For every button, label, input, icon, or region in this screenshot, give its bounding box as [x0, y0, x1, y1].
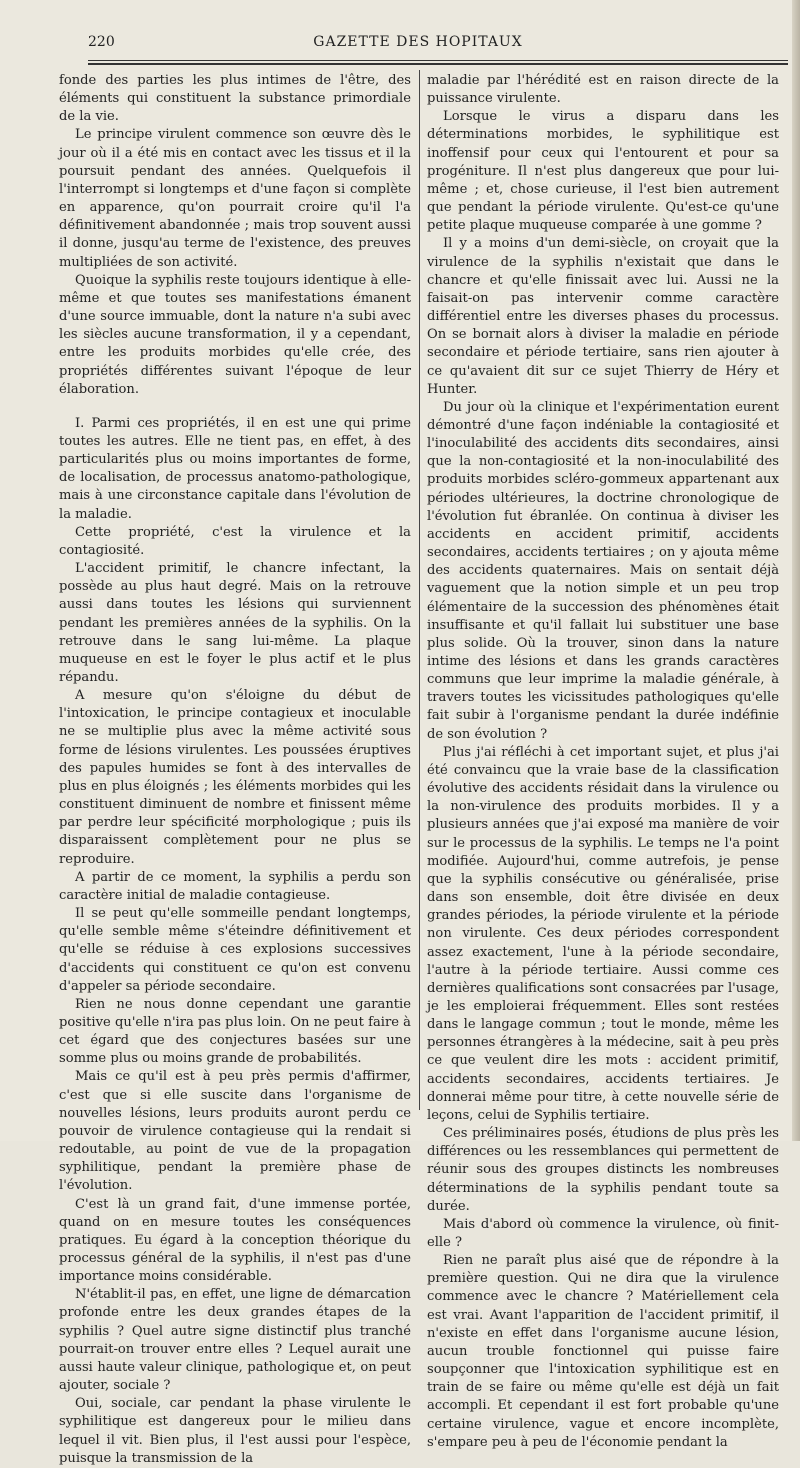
paragraph: Oui, sociale, car pendant la phase virulente le syphilitique est dangereux pour le milieu dans lequel il vit. Bien plus, il l'est aussi pour l'espèce, puisque la transmission de la [59, 1396, 411, 1466]
journal-title: GAZETTE DES HOPITAUX [313, 34, 523, 50]
paragraph: Le principe virulent commence son œuvre dès le jour où il a été mis en contact avec les tissus et il la poursuit pendant des années. Quelquefois il l'interrompt si longtemps et d'une façon si complète en apparence, qu'on pourrait croire qu'il l'a définitivement abandonnée ; mais trop souvent aussi il donne, jusqu'au terme de l'existence, des preuves multipliées de son activité. [59, 127, 411, 270]
running-header [58, 34, 778, 54]
paragraph: Mais d'abord où commence la virulence, où finit-elle ? [427, 1216, 779, 1250]
paragraph: A mesure qu'on s'éloigne du début de l'intoxication, le principe contagieux et inoculable ne se multiplie plus avec la même activité sous forme de lésions virulentes. Les poussées éruptives des papules humides se font à des intervalles de plus en plus éloignés ; les éléments morbides qui les constituent diminuent de nombre et finissent même par perdre leur spécificité morphologique ; puis ils disparaissent complètement pour ne plus se reproduire. [59, 688, 411, 867]
page-edge [792, 0, 800, 1141]
paragraph: maladie par l'hérédité est en raison directe de la puissance virulente. [427, 73, 779, 107]
paragraph: I. Parmi ces propriétés, il en est une qui prime toutes les autres. Elle ne tient pas, en effet, à des particularités plus ou moins importantes de forme, de localisation, de processus anatomo-pathologique, mais à une circonstance capitale dans l'évolution de la maladie. [59, 415, 411, 522]
paragraph: Lorsque le virus a disparu dans les déterminations morbides, le syphilitique est inoffensif pour ceux qui l'entourent et pour sa progéniture. Il n'est plus dangereux que pour lui-même ; et, chose curieuse, il l'est bien autrement que pendant la période virulente. Qu'est-ce qu'une petite plaque muqueuse comparée à une gomme ? [427, 109, 779, 234]
header-rule-thick [88, 63, 788, 65]
paragraph: Cette propriété, c'est la virulence et la contagiosité. [59, 524, 411, 558]
paragraph: N'établit-il pas, en effet, une ligne de démarcation profonde entre les deux grandes étapes de la syphilis ? Quel autre signe distinctif plus tranché pourrait-on trouver entre elles ? Lequel aurait une aussi haute valeur clinique, pathologique et, on peut ajouter, sociale ? [59, 1287, 411, 1394]
header-rule-thin [88, 60, 788, 61]
paragraph: Quoique la syphilis reste toujours identique à elle-même et que toutes ses manifestations émanent d'une source immuable, dont la nature n'a subi avec les siècles aucune transformation, il y a cependant, entre les produits morbides qu'elle crée, des propriétés différentes suivant l'époque de leur élaboration. [59, 272, 411, 397]
left-column [59, 72, 411, 1468]
paragraph: L'accident primitif, le chancre infectant, la possède au plus haut degré. Mais on la retrouve aussi dans toutes les lésions qui surviennent pendant les premières années de la syphilis. On la retrouve dans le sang lui-même. La plaque muqueuse en est le foyer le plus actif et le plus répandu. [59, 561, 411, 685]
paragraph: Plus j'ai réfléchi à cet important sujet, et plus j'ai été convaincu que la vraie base de la classification évolutive des accidents résidait dans la virulence ou la non-virulence des produits morbides. Il y a plusieurs années que j'ai exposé ma manière de voir sur le processus de la syphilis. Le temps ne l'a point modifiée. Aujourd'hui, comme autrefois, je pense que la syphilis consécutive ou généralisée, prise dans son ensemble, doit être divisée en deux grandes périodes, la période virulente et la période non virulente. Ces deux périodes correspondent assez exactement, l'une à la période secondaire, l'autre à la période tertiaire. Aussi comme ces dernières qualifications sont consacrées par l'usage, je les emploierai fréquemment. Elles sont restées dans le langage commun ; tout le monde, même les personnes étrangères à la médecine, sait à peu près ce que veulent dire les mots : accident primitif, accidents secondaires, accidents tertiaires. Je donnerai même pour titre, à cette nouvelle série de leçons, celui de Syphilis tertiaire. [427, 744, 779, 1123]
paragraph: Mais ce qu'il est à peu près permis d'affirmer, c'est que si elle suscite dans l'organisme de nouvelles lésions, leurs produits auront perdu ce pouvoir de virulence contagieuse qui la rendait si redoutable, au point de vue de la propagation syphilitique, pendant la première phase de l'évolution. [59, 1069, 411, 1194]
column-divider [419, 70, 420, 1110]
paragraph: A partir de ce moment, la syphilis a perdu son caractère initial de maladie contagieuse. [59, 869, 411, 903]
paragraph: fonde des parties les plus intimes de l'être, des éléments qui constituent la substance primordiale de la vie. [59, 73, 411, 125]
paragraph: Il y a moins d'un demi-siècle, on croyait que la virulence de la syphilis n'existait que dans le chancre et qu'elle finissait avec lui. Aussi ne la faisait-on pas intervenir comme caractère différentiel entre les diverses phases du processus. On se bornait alors à diviser la maladie en période secondaire et période tertiaire, sans rien ajouter à ce qu'avaient dit sur ce sujet Thierry de Héry et Hunter. [427, 236, 779, 397]
right-column [427, 72, 779, 1452]
paragraph: Du jour où la clinique et l'expérimentation eurent démontré d'une façon indéniable la contagiosité et l'inoculabilité des accidents dits secondaires, ainsi que la non-contagiosité et la non-inoculabilité des produits morbides scléro-gommeux appartenant aux périodes ultérieures, la doctrine chronologique de l'évolution fut ébranlée. On continua à diviser les accidents en accident primitif, accidents secondaires, accidents tertiaires ; on y ajouta même des accidents quaternaires. Mais on sentait déjà vaguement que la notion simple et un peu trop élémentaire de la succession des phénomènes était insuffisante et qu'il fallait lui substituer une base plus solide. Où la trouver, sinon dans la nature intime des lésions et dans les grands caractères communs que leur imprime la maladie générale, à travers toutes les vicissitudes pathologiques qu'elle fait subir à l'organisme pendant la durée indéfinie de son évolution ? [427, 399, 779, 742]
paragraph: Rien ne nous donne cependant une garantie positive qu'elle n'ira pas plus loin. On ne peut faire à cet égard que des conjectures basées sur une somme plus ou moins grande de probabilités. [59, 996, 411, 1067]
paragraph: Il se peut qu'elle sommeille pendant longtemps, qu'elle semble même s'éteindre définitivement et qu'elle se réduise à ces explosions successives d'accidents qui constituent ce qu'on est convenu d'appeler sa période secondaire. [59, 906, 411, 994]
page-number: 220 [88, 34, 115, 50]
paragraph: Ces préliminaires posés, étudions de plus près les différences ou les ressemblances qui permettent de réunir sous des groupes distincts les nombreuses déterminations de la syphilis pendant toute sa durée. [427, 1126, 779, 1214]
paragraph: C'est là un grand fait, d'une immense portée, quand on en mesure toutes les conséquences pratiques. Eu égard à la conception théorique du processus général de la syphilis, il n'est pas d'une importance moins considérable. [59, 1196, 411, 1285]
paragraph: Rien ne paraît plus aisé que de répondre à la première question. Qui ne dira que la virulence commence avec le chancre ? Matériellement cela est vrai. Avant l'apparition de l'accident primitif, il n'existe en effet dans l'organisme aucune lésion, aucun trouble fonctionnel qui puisse faire soupçonner que l'intoxication syphilitique est en train de se faire ou même qu'elle est déjà un fait accompli. Et cependant il est fort probable qu'une certaine virulence, vague et encore incomplète, s'empare peu à peu de l'économie pendant la [427, 1253, 779, 1450]
